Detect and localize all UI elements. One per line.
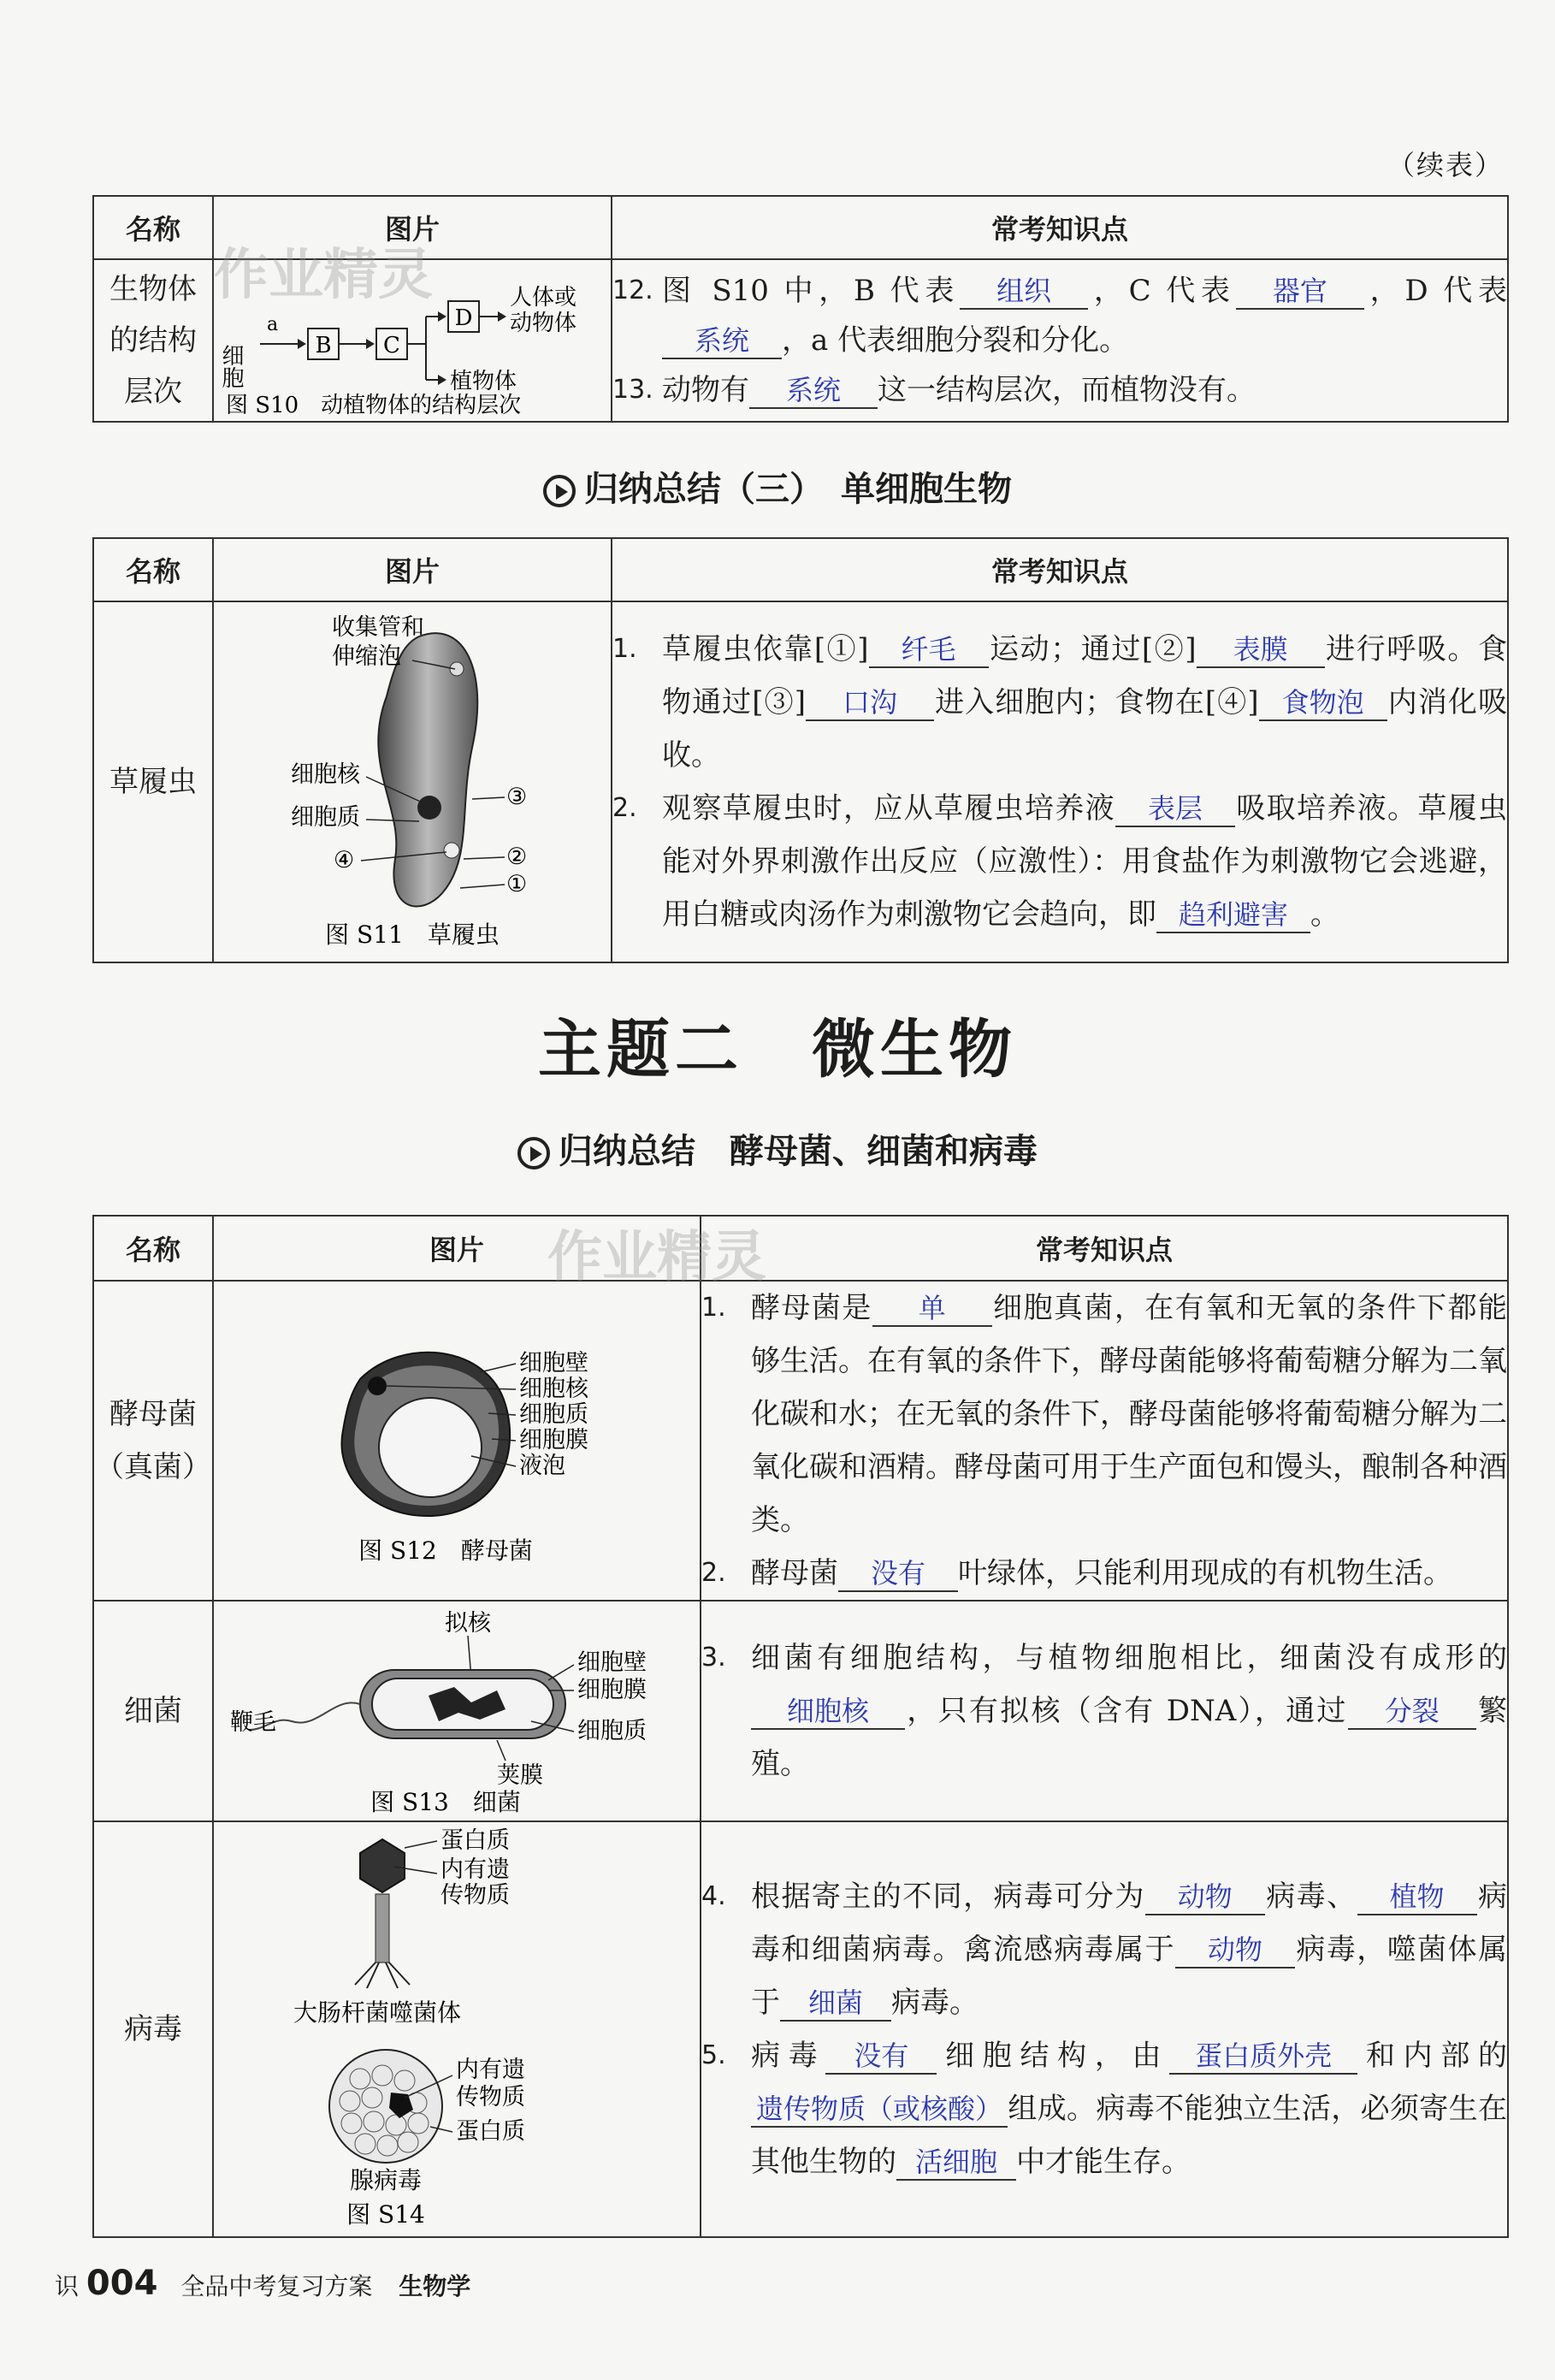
watermark: 作业精灵 [214,244,433,307]
diagram-c-label: C [383,333,400,358]
section-title-4: 归纳总结 酵母菌、细菌和病毒 [0,1124,1555,1173]
knowledge-cell [701,1601,1508,1821]
svg-text:动物体: 动物体 [510,311,577,336]
question-2: 2. 酵母菌 没有 叶绿体，只能利用现成的有机物生活。 [701,1556,1452,1590]
col-knowledge-header: 常考知识点 [612,196,1508,259]
answer-blank: 活细胞 [896,2145,1016,2181]
answer-blank: 细胞核 [751,1694,905,1730]
label-1: ① [506,871,528,897]
knowledge-cell [701,1821,1508,2237]
answer-blank: 食物泡 [1259,685,1387,721]
label-protein-2: 蛋白质 [456,2118,525,2145]
figure-caption: 图 S13 细菌 [370,1788,521,1816]
play-icon [517,1137,550,1169]
col-name-header: 名称 [93,1216,213,1281]
yeast-label: 细胞核 [519,1376,588,1402]
col-picture-header: 图片 [213,1216,701,1281]
book-title: 全品中考复习方案 [180,2272,373,2300]
question-12: 12. 图 S10 中，B 代表 组织 ，C 代表 器官 ，D 代表系统 ，a 代表细胞分裂和分化。 [612,274,1507,358]
page-number: 004 [86,2264,158,2303]
label-contractile-vacuole: 伸缩泡 [332,643,401,670]
knowledge-cell [612,601,1508,962]
label-nucleus: 细胞核 [291,761,360,788]
paramecium-table [92,537,1509,963]
answer-blank: 细菌 [780,1986,891,2022]
paramecium-body [378,633,477,906]
question-13: 13. 动物有 系统 这一结构层次，而植物没有。 [612,373,1256,407]
label-membrane: 细胞膜 [577,1677,647,1703]
figure-caption: 图 S12 酵母菌 [358,1536,533,1565]
row-name-bacteria: 细菌 [93,1601,213,1821]
topic-title: 主题二 微生物 [538,1013,1017,1086]
paramecium-figure [213,601,612,962]
nucleus-shape [417,796,441,820]
section-title-3: 归纳总结（三） 单细胞生物 [0,462,1555,511]
label-phage: 大肠杆菌噬菌体 [293,1998,462,2027]
answer-blank: 动物 [1145,1880,1265,1915]
answer-blank: 口沟 [806,685,934,721]
row-name: 草履虫 [93,601,213,962]
yeast-vacuole [379,1398,482,1497]
phage-head [360,1839,405,1892]
microbe-table [92,1215,1509,2238]
answer-blank: 没有 [825,2039,937,2075]
col-knowledge-header: 常考知识点 [612,538,1508,601]
label-capsule: 荚膜 [497,1762,543,1789]
bacteria-figure [213,1601,701,1821]
answer-blank: 遗传物质（或核酸） [751,2092,1008,2128]
knowledge-cell [701,1281,1508,1601]
label-genetic: 内有遗 [440,1856,510,1883]
question-1: 1. 酵母菌是 单 细胞真菌，在有氧和无氧的条件下都能够生活。在有氧的条件下，酵母菌能够将葡萄糖分解为二氧化碳和水；在无氧的条件下，酵母菌能够将葡萄糖分解为二氧化碳和酒精。酵母菌可用于生产面包和馒头，酿制各种酒类。 [701,1291,1508,1537]
answer-blank: 系统 [749,373,878,409]
col-picture-header: 图片 [213,538,612,601]
figure-caption: 图 S14 [346,2200,425,2229]
diagram-body-label: 人体或 [510,285,577,311]
col-name-header: 名称 [93,538,213,601]
adenovirus-shape [329,2050,442,2163]
answer-blank: 动物 [1175,1933,1295,1969]
answer-blank: 表膜 [1197,632,1325,668]
svg-text:传物质: 传物质 [440,1882,510,1909]
knowledge-cell [612,259,1508,422]
col-name-header: 名称 [93,196,213,259]
label-adenovirus: 腺病毒 [349,2166,423,2194]
row-name-yeast: 酵母菌 （真菌） [93,1281,213,1601]
answer-blank: 没有 [838,1556,958,1592]
yeast-label: 液泡 [519,1453,565,1479]
question-3: 3. 细菌有细胞结构，与植物细胞相比，细菌没有成形的细胞核 ，只有拟核（含有 DNA），通过 分裂 繁殖。 [701,1641,1508,1781]
subject: 生物学 [399,2272,471,2300]
label-protein: 蛋白质 [440,1827,510,1854]
answer-blank: 器官 [1236,274,1364,310]
row-name: 生物体的结构层次 [93,259,213,422]
question-4: 4. 根据寄主的不同，病毒可分为 动物 病毒、 植物 病毒和细菌病毒。禽流感病毒属于 动物 病毒，噬菌体属于 细菌 病毒。 [701,1880,1508,2020]
yeast-label: 细胞壁 [519,1350,588,1376]
question-2: 2. 观察草履虫时，应从草履虫培养液 表层 吸取培养液。草履虫能对外界刺激作出反应（应激性）：用食盐作为刺激物它会逃避，用白糖或肉汤作为刺激物它会趋向，即 趋利避害 。 [612,791,1507,932]
answer-blank: 表层 [1115,791,1235,827]
footer-prefix: 识 [55,2272,80,2300]
diagram-a-label: a [267,314,279,335]
col-knowledge-header: 常考知识点 [701,1216,1508,1281]
figure-caption: 图 S10 动植物体的结构层次 [226,393,522,417]
answer-blank: 系统 [662,323,782,359]
diagram-d-label: D [454,305,473,331]
label-2: ② [506,844,528,870]
answer-blank: 单 [872,1291,992,1327]
answer-blank: 蛋白质外壳 [1169,2039,1357,2075]
diagram-cell-label: 细胞 [218,344,244,388]
label-flagellum: 鞭毛 [230,1709,276,1736]
virus-figure [213,1821,701,2237]
diagram-b-label: B [315,333,332,358]
label-cytoplasm: 细胞质 [577,1718,647,1744]
answer-blank: 植物 [1357,1880,1477,1915]
label-wall: 细胞壁 [577,1649,647,1676]
question-1: 1. 草履虫依靠[①] 纤毛 运动；通过[②] 表膜 进行呼吸。食物通过[③] 口沟 进入细胞内；食物在[④] 食物泡 内消化吸收。 [612,632,1508,773]
label-4: ④ [334,847,355,873]
label-nucleoid: 拟核 [445,1610,491,1637]
label-collecting-tube: 收集管和 [332,614,424,641]
play-icon [543,475,576,507]
footer [55,2264,470,2303]
answer-blank: 分裂 [1348,1694,1476,1730]
continued-label: （续表） [1386,149,1504,181]
watermark: 作业精灵 [547,1226,766,1289]
svg-text:传物质: 传物质 [456,2084,525,2111]
figure-caption: 图 S11 草履虫 [325,921,500,949]
label-genetic-2: 内有遗 [456,2057,525,2083]
yeast-label: 细胞膜 [519,1427,588,1453]
yeast-figure [213,1281,701,1601]
phage-tail [375,1894,389,1963]
answer-blank: 组织 [960,274,1088,310]
question-5: 5. 病毒 没有 细胞结构，由 蛋白质外壳 和内部的遗传物质（或核酸） 组成。病毒不能独立生活，必须寄生在其他生物的 活细胞 中才能生存。 [701,2039,1508,2179]
label-cytoplasm: 细胞质 [291,804,360,831]
yeast-nucleus [368,1376,387,1395]
diagram-plant-label: 植物体 [450,369,517,394]
answer-blank: 纤毛 [869,632,989,668]
label-3: ③ [506,784,528,810]
yeast-label: 细胞质 [519,1401,588,1428]
col-picture-header: 图片 [213,196,612,259]
row-name-virus: 病毒 [93,1821,213,2237]
answer-blank: 趋利避害 [1156,897,1310,933]
